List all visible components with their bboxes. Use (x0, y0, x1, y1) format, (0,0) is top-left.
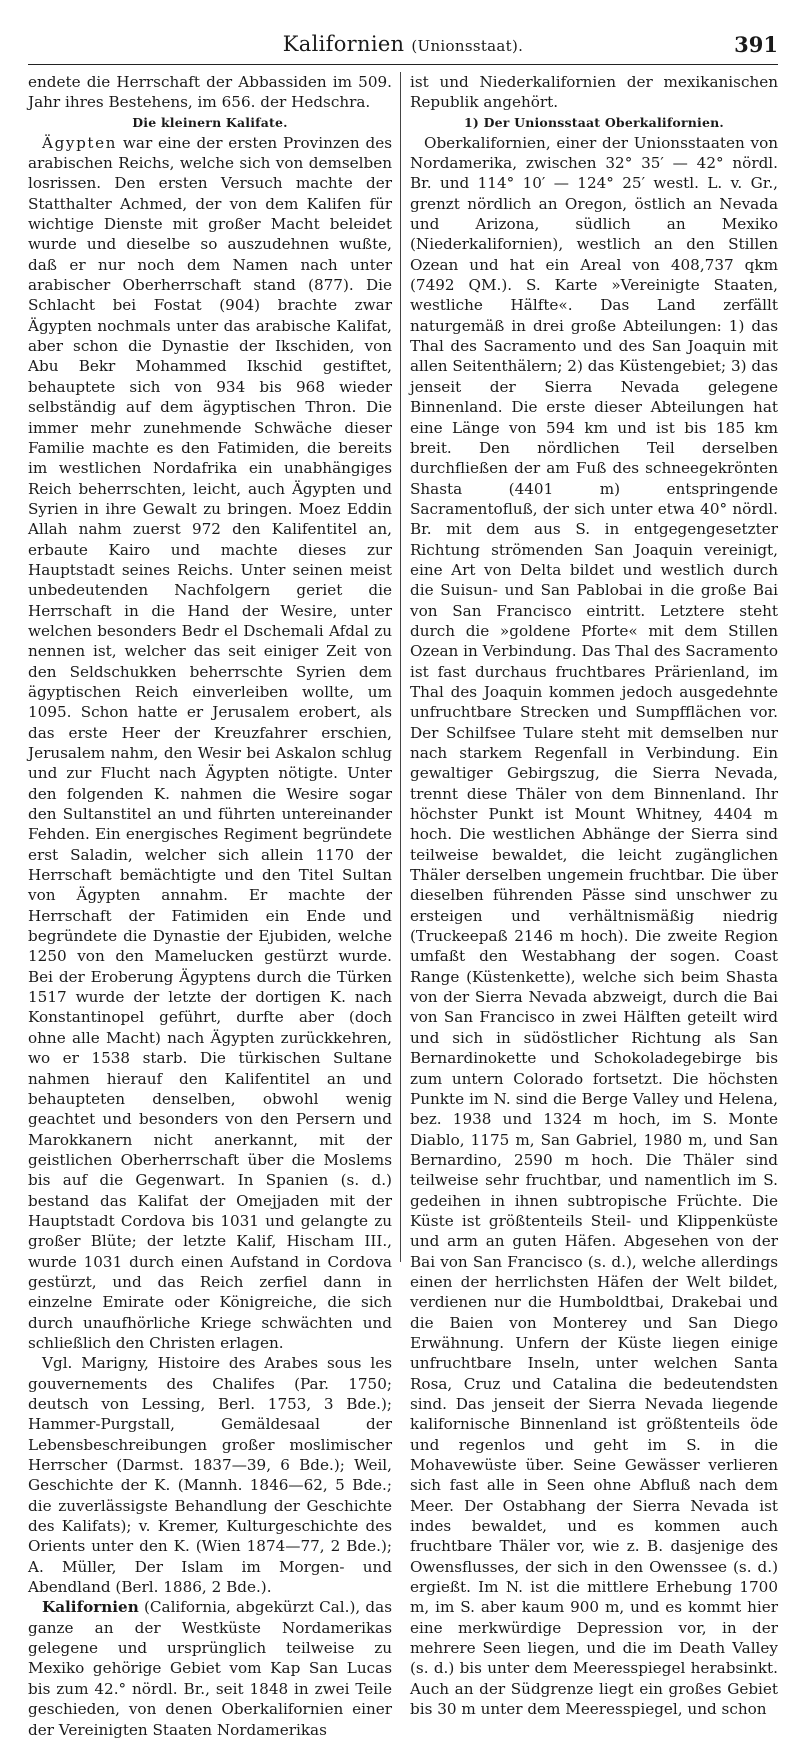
section-heading-small-caliphates: Die kleinern Kalifate. (132, 114, 288, 130)
running-title (28, 32, 778, 56)
paragraph-continuation: ist und Niederkalifornien der mexikanischen Republik angehört. (410, 73, 778, 112)
right-column (410, 72, 778, 1719)
paragraph-kalifornien (28, 1597, 392, 1739)
section-heading-oberkalifornien: 1) Der Unionsstaat Oberkalifornien. (464, 114, 724, 130)
paragraph-bibliography: Vgl. Marigny, Histoire des Arabes sous les gouvernements des Chalifes (Par. 1750; deutsch von Lessing, Berl. 1753, 3 Bde.); Hammer-Purgstall, Gemäldesaal der Lebensbeschreibungen großer moslimischer Herrscher (Darmst. 1837—39, 6 Bde.); Weil, Geschichte der K. (Mannh. 1846—62, 5 Bde.; die zuverlässigste Behandlung der Geschichte des Kalifats); v. Kremer, Kulturgeschichte des Orients unter den K. (Wien 1874—77, 2 Bde.); A. Müller, Der Islam im Morgen- und Abendland (Berl. 1886, 2 Bde.). (28, 1354, 392, 1597)
term-egypt: Ägypten (42, 133, 118, 152)
paragraph-kalifornien-text: (California, abgekürzt Cal.), das ganze an der Westküste Nordamerikas gelegene und ursprünglich teilweise zu Mexiko gehörige Gebiet vom Kap San Lucas bis zum 42.° nördl. Br., seit 1848 in zwei Teile geschieden, von denen Oberkalifornien einer der Vereinigten Staaten Nordamerikas (28, 1598, 392, 1739)
running-title-main: Kalifornien (282, 32, 405, 56)
paragraph-egypt-text: war eine der ersten Provinzen des arabischen Reichs, welche sich von demselben losrissen. Den ersten Versuch machte der Statthalter Achmed, der von dem Kalifen für wichtige Dienste mit großer Macht beleidet wurde und dieselbe so auszudehnen wußte, daß er nur noch dem Namen nach unter arabischer Oberherrschaft stand (877). Die Schlacht bei Fostat (904) brachte zwar Ägypten nochmals unter das arabische Kalifat, aber schon die Dynastie der Ikschiden, von Abu Bekr Mohammed Ikschid gestiftet, behauptete sich von 934 bis 968 wieder selbständig auf dem ägyptischen Thron. Die immer mehr zunehmende Schwäche dieser Familie machte es den Fatimiden, die bereits im westlichen Nordafrika ein unabhängiges Reich beherrschten, leicht, auch Ägypten und Syrien in ihre Gewalt zu bringen. Moez Eddin Allah nahm zuerst 972 den Kalifentitel an, erbaute Kairo und machte dieses zur Hauptstadt seines Reichs. Unter seinen meist unbedeutenden Nachfolgern geriet die Herrschaft in die Hand der Wesire, unter welchen besonders Bedr el Dschemali Afdal zu nennen ist, welcher das seit einiger Zeit von den Seldschukken beherrschte Syrien dem ägyptischen Reich einverleiben wollte, um 1095. Schon hatte er Jerusalem erobert, als das erste Heer der Kreuzfahrer erschien, Jerusalem nahm, den Wesir bei Askalon schlug und zur Flucht nach Ägypten nötigte. Unter den folgenden K. nahmen die Wesire sogar den Sultanstitel an und führten untereinander Fehden. Ein energisches Regiment begründete erst Saladin, welcher sich allein 1170 der Herrschaft bemächtigte und den Titel Sultan von Ägypten annahm. Er machte der Herrschaft der Fatimiden ein Ende und begründete die Dynastie der Ejubiden, welche 1250 von den Mamelucken gestürzt wurde. Bei der Eroberung Ägyptens durch die Türken 1517 wurde der letzte der dortigen K. nach Konstantinopel geführt, durfte aber (doch ohne alle Macht) nach Ägypten zurückkehren, wo er 1538 starb. Die türkischen Sultane nahmen hierauf den Kalifentitel an und behaupteten denselben, obwohl wenig geachtet und besonders von den Persern und Marokkanern nicht anerkannt, mit der geistlichen Oberherrschaft über die Moslems bis auf die Gegenwart. In Spanien (s. d.) bestand das Kalifat der Omejjaden mit der Hauptstadt Cordova bis 1031 und gelangte zu großer Blüte; der letzte Kalif, Hischam III., wurde 1031 durch einen Aufstand in Cordova gestürzt, und das Reich zerfiel dann in einzelne Emirate oder Königreiche, die sich durch unaufhörliche Kriege schwächten und schließlich den Christen erlagen. (28, 133, 392, 1352)
paragraph-egypt (28, 133, 392, 1354)
running-title-sub: (Unionsstaat). (411, 37, 524, 55)
paragraph-oberkalifornien: Oberkalifornien, einer der Unionsstaaten von Nordamerika, zwischen 32° 35′ — 42° nördl. Br. und 114° 10′ — 124° 25′ westl. L. v. Gr., grenzt nördlich an Oregon, östlich an Nevada und Arizona, südlich an Mexiko (Niederkalifornien), westlich an den Stillen Ozean und hat ein Areal von 408,737 qkm (7492 QM.). S. Karte »Vereinigte Staaten, westliche Hälfte«. Das Land zerfällt naturgemäß in drei große Abteilungen: 1) das Thal des Sacramento und des San Joaquin mit allen Seitenthälern; 2) das Küstengebiet; 3) das jenseit der Sierra Nevada gelegene Binnenland. Die erste dieser Abteilungen hat eine Länge von 594 km und ist bis 185 km breit. Den nördlichen Teil derselben durchfließen der am Fuß des schneegekrönten Shasta (4401 m) entspringende Sacramentofluß, der sich unter etwa 40° nördl. Br. mit dem aus S. in entgegengesetzter Richtung strömenden San Joaquin vereinigt, eine Art von Delta bildet und westlich durch die Suisun- und San Pablobai in die große Bai von San Francisco eintritt. Letztere steht durch die »goldene Pforte« mit dem Stillen Ozean in Verbindung. Das Thal des Sacramento ist fast durchaus fruchtbares Präriеnland, im Thal des Joaquin kommen jedoch ausgedehnte unfruchtbare Strecken und Sumpfflächen vor. Der Schilfsee Tulare steht mit demselben nur nach starkem Regenfall in Verbindung. Ein gewaltiger Gebirgszug, die Sierra Nevada, trennt diese Thäler von dem Binnenland. Ihr höchster Punkt ist Mount Whitney, 4404 m hoch. Die westlichen Abhänge der Sierra sind teilweise bewaldet, die leicht zugänglichen Thäler derselben ungemein fruchtbar. Die über dieselben führenden Pässe sind unschwer zu ersteigen und verhältnismäßig niedrig (Truckeepaß 2146 m hoch). Die zweite Region umfaßt den Westabhang der sogen. Coast Range (Küstenkette), welche sich beim Shasta von der Sierra Nevada abzweigt, durch die Bai von San Francisco in zwei Hälften geteilt wird und sich in südöstlicher Richtung als San Bernardinokette und Schokoladegebirge bis zum untern Colorado fortsetzt. Die höchsten Punkte im N. sind die Berge Valley und Helena, bez. 1938 und 1324 m hoch, im S. Monte Diablo, 1175 m, San Gabriel, 1980 m, und San Bernardino, 2590 m hoch. Die Thäler sind teilweise sehr fruchtbar, und namentlich im S. gedeihen in ihnen subtropische Früchte. Die Küste ist größtenteils Steil- und Klippenküste und arm an guten Häfen. Abgesehen von der Bai von San Francisco (s. d.), welche allerdings einen der herrlichsten Häfen der Welt bildet, verdienen nur die Humboldtbai, Drakebai und die Baien von Monterey und San Diego Erwähnung. Unfern der Küste liegen einige unfruchtbare Inseln, unter welchen Santa Rosa, Cruz und Catalina die bedeutendsten sind. Das jenseit der Sierra Nevada liegende kalifornische Binnenland ist größtenteils öde und regenlos und geht im S. in die Mohavewüste über. Seine Gewässer verlieren sich fast alle in Seen ohne Abfluß nach dem Meer. Der Ostabhang der Sierra Nevada ist indes bewaldet, und es kommen auch fruchtbare Thäler vor, wie z. B. dasjenige des Owensflusses, der sich in den Owenssee (s. d.) ergießt. Im N. ist die mittlere Erhebung 1700 m, im S. aber kaum 900 m, und es kommt hier eine merkwürdige Depression vor, in der mehrere Seen liegen, und die im Death Valley (s. d.) bis unter dem Meeresspiegel herabsinkt. Auch an der Südgrenze liegt ein großes Gebiet bis 30 m unter dem Meeresspiegel, und schon (410, 133, 778, 1719)
left-column (28, 72, 392, 1739)
paragraph-abbasid-end: endete die Herrschaft der Abbassiden im 509. Jahr ihres Bestehens, im 656. der Hedschra. (28, 73, 392, 112)
page-number: 391 (734, 32, 778, 57)
page-header (28, 30, 778, 65)
lemma-kalifornien: Kalifornien (42, 1598, 139, 1617)
column-divider (400, 72, 401, 1262)
